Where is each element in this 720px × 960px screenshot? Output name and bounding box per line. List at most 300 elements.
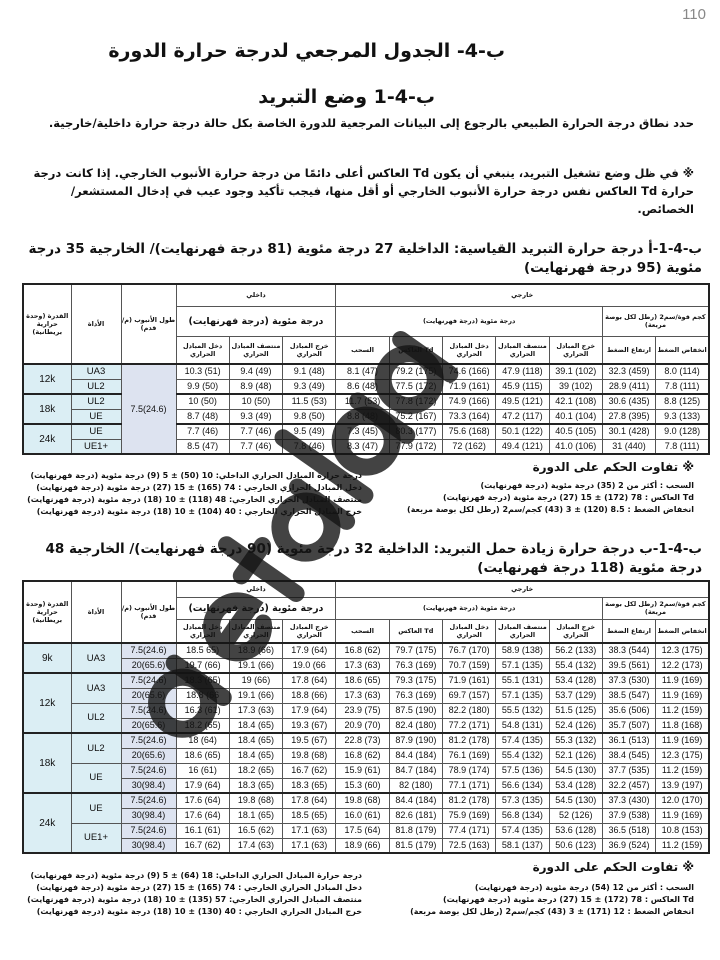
table-row (23, 673, 709, 688)
value-cell: 81.8 (179) (389, 823, 442, 838)
value-cell: 84.7 (184) (389, 763, 442, 778)
value-cell: 22.8 (73) (336, 733, 389, 748)
value-cell: 82.4 (180) (389, 718, 442, 733)
value-cell: 16.8 (62) (336, 748, 389, 763)
value-cell: 19.8 (68) (336, 793, 389, 808)
value-cell: 16.3 (61) (176, 703, 229, 718)
value-cell: 47.9 (118) (496, 364, 549, 379)
value-cell: 57.1 (135) (496, 688, 549, 703)
value-cell: 18.4 (65) (229, 748, 282, 763)
pipe-length-header: طول الأنبوب (م/ قدم) (121, 284, 176, 364)
value-cell: 16.1 (61) (176, 823, 229, 838)
pipe-length-cell: 30(98.4) (121, 838, 176, 853)
pressure-unit-header: كجم قوة/سم2 (رطل لكل بوصة مربعة) (602, 597, 709, 619)
value-cell: 69.7 (157) (442, 688, 495, 703)
value-cell: 76.3 (169) (389, 658, 442, 673)
column-header: منتصف المبادل الحراري (496, 336, 549, 364)
value-cell: 52.4 (126) (549, 718, 602, 733)
value-cell: 9.0 (128) (656, 424, 709, 439)
pipe-length-cell: 20(65.6) (121, 658, 176, 673)
value-cell: 71.9 (161) (442, 673, 495, 688)
pipe-length-cell: 7.5(24.6) (121, 823, 176, 838)
control-line: منتصف المبادل الحراري الخارجي: 57 (135) ± 10 (18) درجة مئوية (درجة فهرنهايت) (27, 895, 362, 904)
value-cell: 18.3 (65) (229, 778, 282, 793)
value-cell: 75.6 (168) (442, 424, 495, 439)
value-cell: 37.9 (538) (602, 808, 655, 823)
value-cell: 11.9 (169) (656, 673, 709, 688)
value-cell: 18.6 (65) (336, 673, 389, 688)
indoor-header: داخلي (176, 581, 336, 597)
value-cell: 55.4 (132) (549, 658, 602, 673)
indoor-header: داخلي (176, 284, 336, 306)
table-row (23, 808, 709, 823)
value-cell: 78.9 (174) (442, 763, 495, 778)
value-cell: 11.9 (169) (656, 688, 709, 703)
value-cell: 77.2 (171) (442, 718, 495, 733)
value-cell: 52.1 (126) (549, 748, 602, 763)
value-cell: 32.3 (459) (602, 364, 655, 379)
value-cell: 9.9 (50) (176, 379, 229, 394)
page-number: 110 (682, 6, 706, 23)
value-cell: 80.3 (177) (389, 424, 442, 439)
value-cell: 10 (50) (176, 394, 229, 409)
control-line: خرج المبادل الحراري الخارجي : 40 (130) ± 10 (18) درجة مئوية (درجة فهرنهايت) (36, 907, 362, 916)
value-cell: 30.1 (428) (602, 424, 655, 439)
value-cell: 54.5 (130) (549, 793, 602, 808)
value-cell: 11.2 (159) (656, 838, 709, 853)
value-cell: 18.1 (65) (229, 808, 282, 823)
model-cell: UA3 (71, 643, 121, 673)
value-cell: 77.4 (171) (442, 823, 495, 838)
value-cell: 39.5 (561) (602, 658, 655, 673)
table-row (23, 763, 709, 778)
column-header: ارتفاع الضغط (602, 336, 655, 364)
table-row (23, 823, 709, 838)
value-cell: 12.2 (173) (656, 658, 709, 673)
value-cell: 18.4 (65) (229, 733, 282, 748)
pipe-length-cell: 20(65.6) (121, 748, 176, 763)
value-cell: 40.5 (105) (549, 424, 602, 439)
value-cell: 17.5 (64) (336, 823, 389, 838)
column-header: السحب (336, 336, 389, 364)
pipe-length-cell: 7.5(24.6) (121, 643, 176, 658)
pipe-length-cell: 7.5(24.6) (121, 793, 176, 808)
value-cell: 72 (162) (442, 439, 495, 454)
value-cell: 16 (61) (176, 763, 229, 778)
model-cell: UL2 (71, 703, 121, 733)
pipe-length-cell: 7.5(24.6) (121, 763, 176, 778)
value-cell: 17.3 (63) (336, 688, 389, 703)
model-cell: UA3 (71, 364, 121, 379)
value-cell: 9.4 (49) (229, 364, 282, 379)
value-cell: 51.5 (125) (549, 703, 602, 718)
control-line: انخفاض الضغط : 12 (171) ± 3 (43) كجم/سم2 (رطل لكل بوصة مربعة) (410, 907, 694, 916)
value-cell: 7.7 (46) (229, 424, 282, 439)
value-cell: 17.9 (64) (283, 643, 336, 658)
control-line: خرج المبادل الحراري الخارجي : 40 (104) ± 10 (18) درجة مئوية (درجة فهرنهايت) (36, 507, 362, 516)
value-cell: 17.9 (64) (176, 778, 229, 793)
table-row (23, 703, 709, 718)
value-cell: 18.3 (65) (283, 778, 336, 793)
value-cell: 11.9 (169) (656, 733, 709, 748)
value-cell: 82.6 (181) (389, 808, 442, 823)
control-line: درجة حرارة المبادل الحراري الداخلي: 10 (50) ± 5 (9) درجة مئوية (درجة فهرنهايت) (30, 471, 362, 480)
model-cell: UE1+ (71, 823, 121, 853)
value-cell: 58.9 (138) (496, 643, 549, 658)
indoor-unit-header: درجة مئوية (درجة فهرنهايت) (176, 306, 336, 336)
value-cell: 50.1 (122) (496, 424, 549, 439)
column-header: ارتفاع الضغط (602, 619, 655, 643)
table-row (23, 364, 709, 379)
model-cell: UE (71, 424, 121, 439)
pipe-length-cell: 20(65.6) (121, 718, 176, 733)
value-cell: 18.6 (65) (176, 748, 229, 763)
value-cell: 18.5 (65) (283, 808, 336, 823)
value-cell: 36.1 (513) (602, 733, 655, 748)
column-header: Td العاكس (389, 336, 442, 364)
value-cell: 8.6 (48) (336, 379, 389, 394)
capacity-cell: 12k (23, 364, 71, 394)
model-cell: UE (71, 793, 121, 823)
column-header: منتصف المبادل الحراري (229, 619, 282, 643)
value-cell: 17.8 (64) (283, 793, 336, 808)
value-cell: 18.2 (65) (176, 718, 229, 733)
value-cell: 75.2 (167) (389, 409, 442, 424)
column-header: انخفاض الضغط (656, 336, 709, 364)
value-cell: 54.8 (131) (496, 718, 549, 733)
value-cell: 19.1 (66) (229, 658, 282, 673)
value-cell: 19 (66) (229, 673, 282, 688)
value-cell: 17.3 (63) (229, 703, 282, 718)
value-cell: 37.3 (530) (602, 673, 655, 688)
value-cell: 53.6 (128) (549, 823, 602, 838)
capacity-cell: 24k (23, 793, 71, 853)
value-cell: 45.9 (115) (496, 379, 549, 394)
value-cell: 55.1 (131) (496, 673, 549, 688)
control-line: دخل المبادل الحراري الخارجي : 74 (165) ± 15 (27) درجة مئوية (درجة فهرنهايت) (36, 483, 362, 492)
column-header: دخل المبادل الحراري (176, 619, 229, 643)
pipe-length-cell: 20(65.6) (121, 688, 176, 703)
model-header: الأداة (71, 581, 121, 643)
capacity-cell: 12k (23, 673, 71, 733)
value-cell: 17.9 (64) (283, 703, 336, 718)
value-cell: 18.9 (66) (336, 838, 389, 853)
control-title-1: ※ تفاوت الحكم على الدورة (532, 460, 694, 474)
value-cell: 19.1 (66) (229, 688, 282, 703)
value-cell: 35.7 (507) (602, 718, 655, 733)
value-cell: 77.5 (172) (389, 379, 442, 394)
value-cell: 53.4 (128) (549, 673, 602, 688)
control-right-1 (384, 480, 694, 516)
overload-cooling-table (22, 580, 710, 854)
value-cell: 9.1 (48) (283, 364, 336, 379)
value-cell: 37.7 (535) (602, 763, 655, 778)
capacity-cell: 24k (23, 424, 71, 454)
control-line: السحب : أكثر من 2 (35) درجة مئوية (درجة فهرنهايت) (480, 481, 694, 490)
value-cell: 19.8 (68) (283, 748, 336, 763)
control-line: منتصف المبادل الحراري الخارجي: 48 (118) ± 10 (18) درجة مئوية (درجة فهرنهايت) (27, 495, 362, 504)
value-cell: 19.0 (66 (283, 658, 336, 673)
value-cell: 56.6 (134) (496, 778, 549, 793)
value-cell: 84.4 (184) (389, 793, 442, 808)
model-cell: UL2 (71, 733, 121, 763)
value-cell: 54.5 (130) (549, 763, 602, 778)
value-cell: 56.8 (134) (496, 808, 549, 823)
value-cell: 18.9 (66) (229, 643, 282, 658)
value-cell: 18.3 (65) (176, 673, 229, 688)
pipe-length-cell: 7.5(24.6) (121, 364, 176, 454)
value-cell: 17.1 (63) (283, 838, 336, 853)
value-cell: 36.5 (518) (602, 823, 655, 838)
value-cell: 81.5 (179) (389, 838, 442, 853)
value-cell: 9.3 (49) (229, 409, 282, 424)
outdoor-header: خارجي (336, 284, 709, 306)
value-cell: 81.2 (178) (442, 733, 495, 748)
control-line: دخل المبادل الحراري الخارجي : 74 (165) ± 15 (27) درجة مئوية (درجة فهرنهايت) (36, 883, 362, 892)
value-cell: 17.6 (64) (176, 793, 229, 808)
value-cell: 11.7 (53) (336, 394, 389, 409)
value-cell: 55.5 (132) (496, 703, 549, 718)
value-cell: 76.3 (169) (389, 688, 442, 703)
indoor-unit-header: درجة مئوية (درجة فهرنهايت) (176, 597, 336, 619)
table2-title: ب-4-1-ب درجة حرارة زيادة حمل التبريد: الداخلية 32 درجة مئوية (90 درجة فهرنهايت)/ الخارجية 48 درجة مئوية (118 درجة فهرنهايت) (45, 541, 702, 576)
value-cell: 15.3 (60) (336, 778, 389, 793)
value-cell: 74.9 (166) (442, 394, 495, 409)
pipe-length-cell: 7.5(24.6) (121, 673, 176, 688)
value-cell: 11.8 (168) (656, 718, 709, 733)
value-cell: 38.5 (547) (602, 688, 655, 703)
value-cell: 10 (50) (229, 394, 282, 409)
value-cell: 11.2 (159) (656, 703, 709, 718)
capacity-cell: 18k (23, 394, 71, 424)
capacity-header: القدرة (وحدة حرارية بريطانية) (23, 284, 71, 364)
value-cell: 18.4 (65) (229, 718, 282, 733)
value-cell: 23.9 (75) (336, 703, 389, 718)
table-row (23, 838, 709, 853)
value-cell: 17.1 (63) (283, 823, 336, 838)
value-cell: 9.5 (49) (283, 424, 336, 439)
value-cell: 9.8 (50) (283, 409, 336, 424)
value-cell: 11.9 (169) (656, 808, 709, 823)
value-cell: 57.4 (135) (496, 823, 549, 838)
value-cell: 55.4 (132) (496, 748, 549, 763)
value-cell: 7.8 (111) (656, 379, 709, 394)
value-cell: 77.9 (172) (389, 439, 442, 454)
capacity-cell: 18k (23, 733, 71, 793)
value-cell: 19.8 (68) (229, 793, 282, 808)
capacity-cell: 9k (23, 643, 71, 673)
column-header: دخل المبادل الحراري (176, 336, 229, 364)
column-header: دخل المبادل الحراري (442, 336, 495, 364)
pipe-length-cell: 7.5(24.6) (121, 733, 176, 748)
column-header: خرج المبادل الحراري (549, 619, 602, 643)
value-cell: 38.4 (545) (602, 748, 655, 763)
outdoor-unit-header: درجة مئوية (درجة فهرنهايت) (336, 306, 602, 336)
value-cell: 37.3 (430) (602, 793, 655, 808)
value-cell: 8.0 (114) (656, 364, 709, 379)
control-title-2: ※ تفاوت الحكم على الدورة (532, 860, 694, 874)
column-header: خرج المبادل الحراري (549, 336, 602, 364)
value-cell: 10.8 (153) (656, 823, 709, 838)
value-cell: 81.2 (178) (442, 793, 495, 808)
value-cell: 53.7 (129) (549, 688, 602, 703)
value-cell: 8.8 (125) (656, 394, 709, 409)
table1-title: ب-4-1-أ درجة حرارة التبريد القياسية: الداخلية 27 درجة مئوية (81 درجة فهرنهايت)/ الخارجية 35 درجة مئوية (95 درجة فهرنهايت) (28, 241, 702, 276)
pipe-length-cell: 7.5(24.6) (121, 703, 176, 718)
value-cell: 12.0 (170) (656, 793, 709, 808)
control-line: انخفاض الضغط : 8.5 (120) ± 3 (43) كجم/سم2 (رطل لكل بوصة مربعة) (407, 505, 694, 514)
value-cell: 7.8 (46) (283, 439, 336, 454)
value-cell: 18.8 (66) (283, 688, 336, 703)
value-cell: 18.8 (66 (176, 688, 229, 703)
value-cell: 70.7 (159) (442, 658, 495, 673)
value-cell: 38.3 (544) (602, 643, 655, 658)
value-cell: 16.7 (62) (176, 838, 229, 853)
value-cell: 77.8 (172) (389, 394, 442, 409)
value-cell: 79.2 (175) (389, 364, 442, 379)
model-header: الأداة (71, 284, 121, 364)
value-cell: 8.3 (47) (336, 439, 389, 454)
value-cell: 19.7 (66) (176, 658, 229, 673)
value-cell: 49.4 (121) (496, 439, 549, 454)
value-cell: 84.4 (184) (389, 748, 442, 763)
table-row (23, 688, 709, 703)
value-cell: 57.1 (135) (496, 658, 549, 673)
value-cell: 13.9 (197) (656, 778, 709, 793)
value-cell: 19.5 (67) (283, 733, 336, 748)
value-cell: 57.3 (135) (496, 793, 549, 808)
outdoor-unit-header: درجة مئوية (درجة فهرنهايت) (336, 597, 602, 619)
value-cell: 7.7 (46) (229, 439, 282, 454)
section-heading: ب-4- الجدول المرجعي لدرجة حرارة الدورة (108, 40, 505, 62)
value-cell: 41.0 (106) (549, 439, 602, 454)
value-cell: 8.8 (48) (336, 409, 389, 424)
value-cell: 19.3 (67) (283, 718, 336, 733)
value-cell: 79.7 (175) (389, 643, 442, 658)
value-cell: 12.3 (175) (656, 748, 709, 763)
column-header: منتصف المبادل الحراري (229, 336, 282, 364)
value-cell: 52 (126) (549, 808, 602, 823)
model-cell: UE1+ (71, 439, 121, 454)
control-line: Td العاكس : 78 (172) ± 15 (27) درجة مئوية (درجة فهرنهايت) (442, 895, 694, 904)
model-cell: UE (71, 763, 121, 793)
value-cell: 39 (102) (549, 379, 602, 394)
column-header: خرج المبادل الحراري (283, 336, 336, 364)
value-cell: 57.5 (136) (496, 763, 549, 778)
value-cell: 47.2 (117) (496, 409, 549, 424)
value-cell: 18.2 (65) (229, 763, 282, 778)
value-cell: 7.8 (111) (656, 439, 709, 454)
control-left-1 (22, 470, 362, 518)
value-cell: 8.5 (47) (176, 439, 229, 454)
control-left-2 (22, 870, 362, 918)
column-header: السحب (336, 619, 389, 643)
pipe-length-cell: 30(98.4) (121, 808, 176, 823)
value-cell: 71.9 (161) (442, 379, 495, 394)
value-cell: 16.5 (62) (229, 823, 282, 838)
value-cell: 40.1 (104) (549, 409, 602, 424)
control-line: Td العاكس : 78 (172) ± 15 (27) درجة مئوية (درجة فهرنهايت) (442, 493, 694, 502)
value-cell: 31 (440) (602, 439, 655, 454)
model-cell: UA3 (71, 673, 121, 703)
value-cell: 87.9 (190) (389, 733, 442, 748)
value-cell: 9.3 (49) (283, 379, 336, 394)
value-cell: 57.4 (135) (496, 733, 549, 748)
value-cell: 28.9 (411) (602, 379, 655, 394)
column-header: Td العاكس (389, 619, 442, 643)
value-cell: 17.4 (63) (229, 838, 282, 853)
value-cell: 39.1 (102) (549, 364, 602, 379)
value-cell: 53.4 (128) (549, 778, 602, 793)
value-cell: 10.3 (51) (176, 364, 229, 379)
outdoor-header: خارجي (336, 581, 709, 597)
value-cell: 8.7 (48) (176, 409, 229, 424)
column-header: دخل المبادل الحراري (442, 619, 495, 643)
standard-cooling-table (22, 283, 710, 455)
value-cell: 72.5 (163) (442, 838, 495, 853)
value-cell: 82 (180) (389, 778, 442, 793)
value-cell: 49.5 (121) (496, 394, 549, 409)
capacity-header: القدرة (وحدة حرارية بريطانية) (23, 581, 71, 643)
value-cell: 77.1 (171) (442, 778, 495, 793)
cooling-note: ※ في ظل وضع تشغيل التبريد، ينبغي أن يكون Td العاكس أعلى دائمًا من درجة حرارة الأنبوب الخارجي. إذا كانت درجة حرارة Td العاكس نفس درجة حرارة الأنبوب الخارجي أو أقل منها، فيجب تأكيد وجود عيب في إدخال المستشعر/الخصائص. (33, 166, 694, 216)
value-cell: 76.1 (169) (442, 748, 495, 763)
value-cell: 12.3 (175) (656, 643, 709, 658)
value-cell: 79.3 (175) (389, 673, 442, 688)
value-cell: 16.7 (62) (283, 763, 336, 778)
model-cell: UL2 (71, 379, 121, 394)
pressure-unit-header: كجم قوة/سم2 (رطل لكل بوصة مربعة) (602, 306, 709, 336)
column-header: انخفاض الضغط (656, 619, 709, 643)
value-cell: 75.9 (169) (442, 808, 495, 823)
table-row (23, 658, 709, 673)
control-right-2 (384, 882, 694, 918)
value-cell: 36.9 (524) (602, 838, 655, 853)
value-cell: 35.6 (506) (602, 703, 655, 718)
subsection-heading: ب-4-1 وضع التبريد (258, 86, 435, 108)
control-line: درجة حرارة المبادل الحراري الداخلي: 18 (64) ± 5 (9) درجة مئوية (درجة فهرنهايت) (30, 871, 362, 880)
value-cell: 18 (64) (176, 733, 229, 748)
value-cell: 76.7 (170) (442, 643, 495, 658)
value-cell: 73.3 (164) (442, 409, 495, 424)
column-header: منتصف المبادل الحراري (496, 619, 549, 643)
value-cell: 87.5 (190) (389, 703, 442, 718)
value-cell: 9.3 (133) (656, 409, 709, 424)
pipe-length-header: طول الأنبوب (م/ قدم) (121, 581, 176, 643)
value-cell: 18.5 65) (176, 643, 229, 658)
value-cell: 17.3 (63) (336, 658, 389, 673)
table-row (23, 643, 709, 658)
value-cell: 11.2 (159) (656, 763, 709, 778)
table-row (23, 793, 709, 808)
value-cell: 20.9 (70) (336, 718, 389, 733)
value-cell: 17.8 (64) (283, 673, 336, 688)
column-header: خرج المبادل الحراري (283, 619, 336, 643)
value-cell: 30.6 (435) (602, 394, 655, 409)
value-cell: 27.8 (395) (602, 409, 655, 424)
value-cell: 17.6 (64) (176, 808, 229, 823)
value-cell: 74.6 (166) (442, 364, 495, 379)
table-row (23, 748, 709, 763)
table-row (23, 778, 709, 793)
value-cell: 82.2 (180) (442, 703, 495, 718)
value-cell: 32.2 (457) (602, 778, 655, 793)
value-cell: 58.1 (137) (496, 838, 549, 853)
control-line: السحب : أكثر من 12 (54) درجة مئوية (درجة فهرنهايت) (474, 883, 694, 892)
value-cell: 7.7 (46) (176, 424, 229, 439)
intro-text: حدد نطاق درجة الحرارة الطبيعي بالرجوع إلى البيانات المرجعية للدورة الخاصة بكل حالة درجة حرارة داخلية/خارجية. (48, 116, 694, 130)
value-cell: 7.3 (45) (336, 424, 389, 439)
